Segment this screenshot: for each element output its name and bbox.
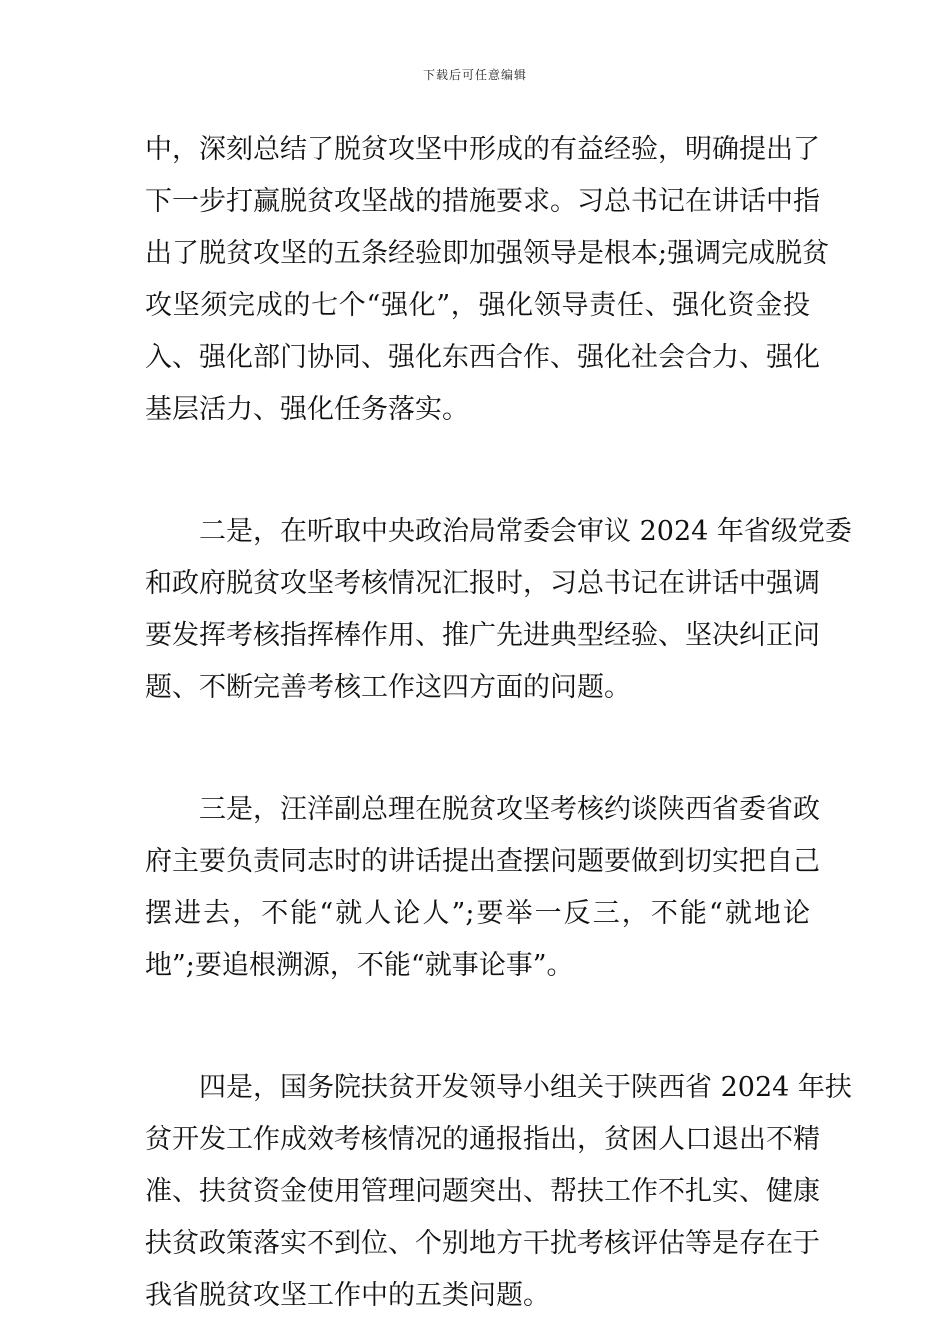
paragraph-line: 入、强化部门协同、强化东西合作、强化社会合力、强化 — [145, 342, 820, 373]
paragraph-line: 下一步打赢脱贫攻坚战的措施要求。习总书记在讲话中指 — [145, 186, 820, 217]
paragraph-line: 贫开发工作成效考核情况的通报指出，贫困人口退出不精 — [145, 1124, 820, 1155]
paragraph-line: 地”;要追根溯源，不能“就事论事”。 — [145, 950, 574, 981]
paragraph-3 — [145, 784, 820, 992]
paragraph-line: 攻坚须完成的七个“强化”，强化领导责任、强化资金投 — [145, 290, 810, 321]
paragraph-line: 和政府脱贫攻坚考核情况汇报时，习总书记在讲话中强调 — [145, 568, 820, 599]
paragraph-line: 中，深刻总结了脱贫攻坚中形成的有益经验，明确提出了 — [145, 134, 820, 165]
paragraph-line: 四是，国务院扶贫开发领导小组关于陕西省 2024 年扶 — [199, 1072, 852, 1103]
paragraph-line: 二是，在听取中央政治局常委会审议 2024 年省级党委 — [199, 516, 852, 547]
paragraph-line: 府主要负责同志时的讲话提出查摆问题要做到切实把自己 — [145, 846, 820, 877]
paragraph-line: 扶贫政策落实不到位、个别地方干扰考核评估等是存在于 — [145, 1228, 820, 1259]
paragraph-line: 题、不断完善考核工作这四方面的问题。 — [145, 672, 631, 703]
paragraph-gap — [145, 714, 810, 784]
document-body — [145, 124, 852, 1322]
paragraph-gap — [145, 992, 810, 1062]
paragraph-2 — [145, 506, 852, 714]
paragraph-line: 摆进去，不能“就人论人”;要举一反三，不能“就地论 — [145, 898, 810, 929]
paragraph-line: 三是，汪洋副总理在脱贫攻坚考核约谈陕西省委省政 — [199, 794, 820, 825]
paragraph-line: 出了脱贫攻坚的五条经验即加强领导是根本;强调完成脱贫 — [145, 238, 830, 269]
paragraph-line: 我省脱贫攻坚工作中的五类问题。 — [145, 1280, 550, 1311]
paragraph-line: 要发挥考核指挥棒作用、推广先进典型经验、坚决纠正问 — [145, 620, 820, 651]
paragraph-line: 准、扶贫资金使用管理问题突出、帮扶工作不扎实、健康 — [145, 1176, 820, 1207]
paragraph-line: 基层活力、强化任务落实。 — [145, 394, 469, 425]
header-note: 下载后可任意编辑 — [422, 68, 527, 82]
paragraph-4 — [145, 1062, 852, 1322]
paragraph-gap — [145, 436, 810, 506]
paragraph-1 — [145, 124, 830, 436]
